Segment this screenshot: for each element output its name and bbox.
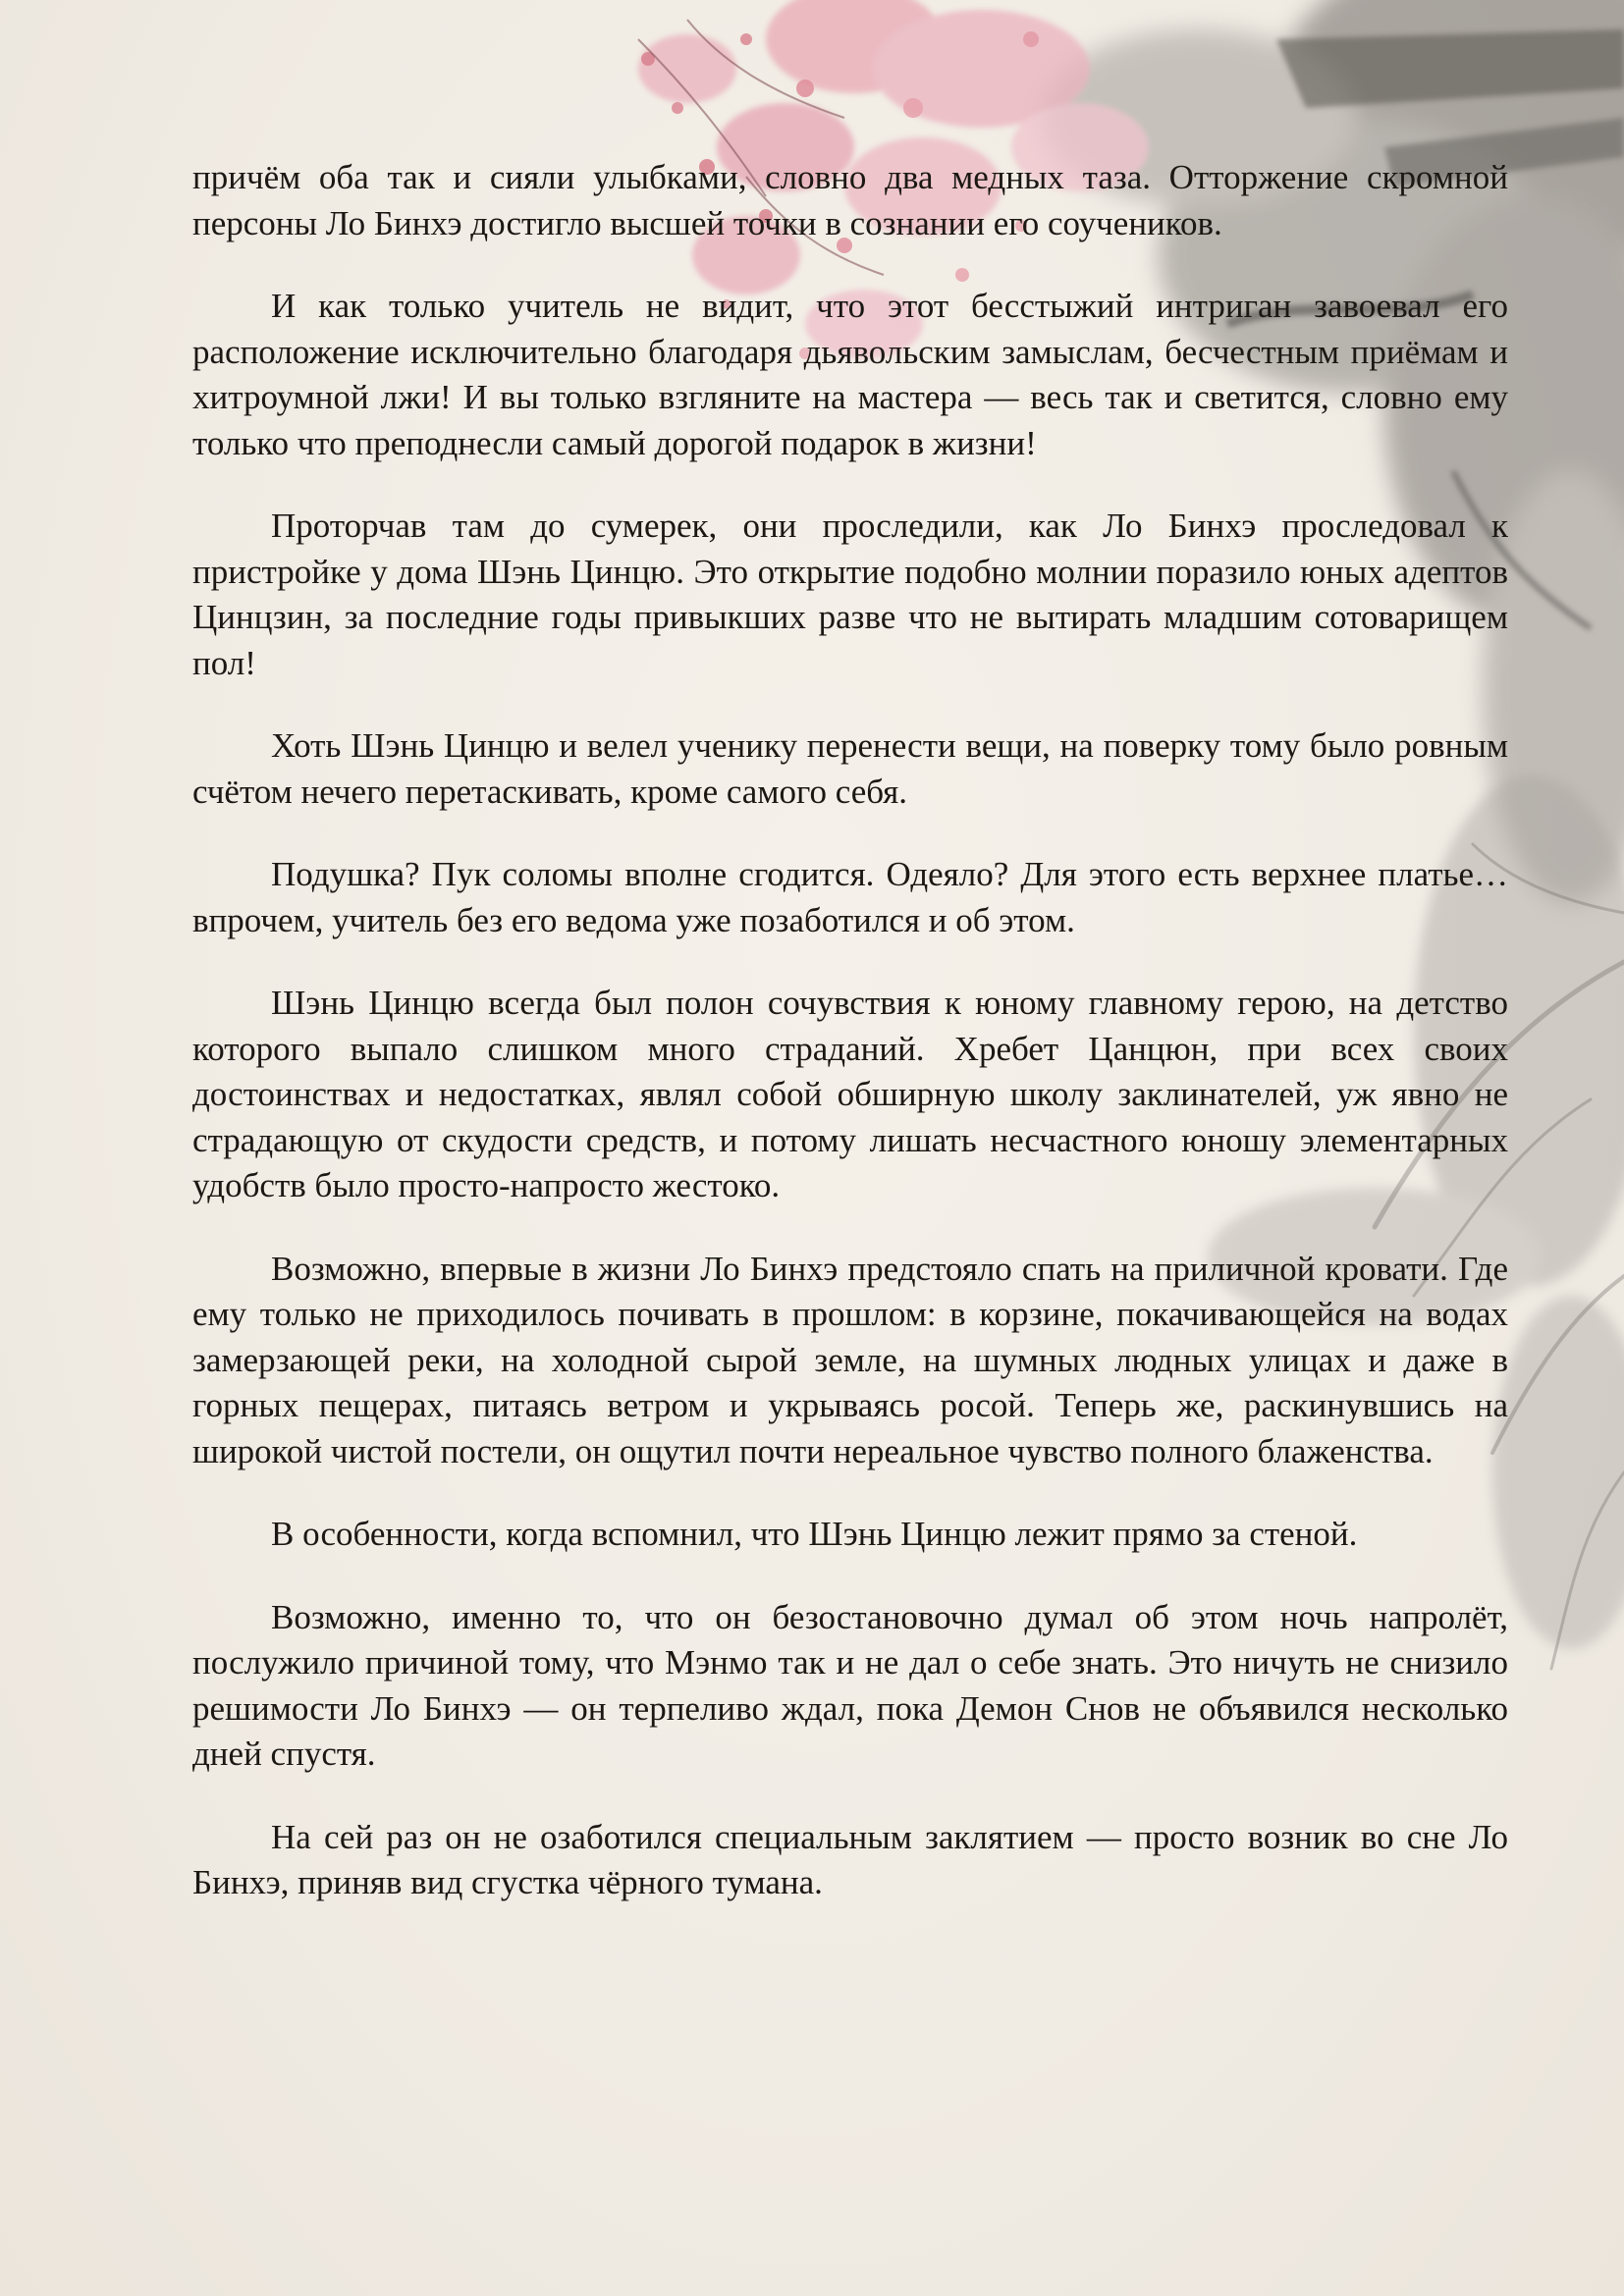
paragraph: Возможно, именно то, что он безостановочно думал об этом ночь напролёт, послужило причиной тому, что Мэнмо так и не дал о себе знать. Это ничуть не снизило решимости Ло Бинхэ — он терпеливо ждал, пока Демон Снов не объявился несколько дней спустя.	[192, 1597, 1508, 1773]
paragraph: Проторчав там до сумерек, они проследили, как Ло Бинхэ проследовал к пристройке у дома Шэнь Цинцю. Это открытие подобно молнии поразило юных адептов Цинцзин, за последние годы привыкших разве что не вытирать младшим сотоварищем пол!	[192, 507, 1508, 682]
paragraph-continued: причём оба так и сияли улыбками, словно два медных таза. Отторжение скромной персоны Ло Бинхэ достигло высшей точки в сознании его соучеников.	[192, 158, 1508, 242]
paragraph: Возможно, впервые в жизни Ло Бинхэ предстояло спать на приличной кровати. Где ему только не приходилось почивать в прошлом: в корзине, покачивающейся на водах замерзающей реки, на холодной сырой земле, на шумных людных улицах и даже в горных пещерах, питаясь ветром и укрываясь росой. Теперь же, раскинувшись на широкой чистой постели, он ощутил почти нереальное чувство полного блаженства.	[192, 1249, 1508, 1470]
paragraph: Шэнь Цинцю всегда был полон сочувствия к юному главному герою, на детство которого выпало слишком много страданий. Хребет Цанцюн, при всех своих достоинствах и недостатках, являл собой обширную школу заклинателей, уж явно не страдающую от скудости средств, и потому лишать несчастного юношу элементарных удобств было просто-напросто жестоко.	[192, 984, 1508, 1204]
paragraph: И как только учитель не видит, что этот бесстыжий интриган завоевал его расположение исключительно благодаря дьявольским замыслам, бесчестным приёмам и хитроумной лжи! И вы только взгляните на мастера — весь так и светится, словно ему только что преподнесли самый дорогой подарок в жизни!	[192, 287, 1508, 462]
paragraph: Подушка? Пук соломы вполне сгодится. Одеяло? Для этого есть верхнее платье… впрочем, учитель без его ведома уже позаботился и об этом.	[192, 855, 1508, 939]
paragraph: На сей раз он не озаботился специальным заклятием — просто возник во сне Ло Бинхэ, приняв вид сгустка чёрного тумана.	[192, 1817, 1508, 1901]
body-text	[192, 155, 1508, 1944]
paragraph: В особенности, когда вспомнил, что Шэнь Цинцю лежит прямо за стеной.	[271, 1515, 1358, 1553]
paragraph: Хоть Шэнь Цинцю и велел ученику перенести вещи, на поверку тому было ровным счётом нечего перетаскивать, кроме самого себя.	[192, 726, 1508, 811]
